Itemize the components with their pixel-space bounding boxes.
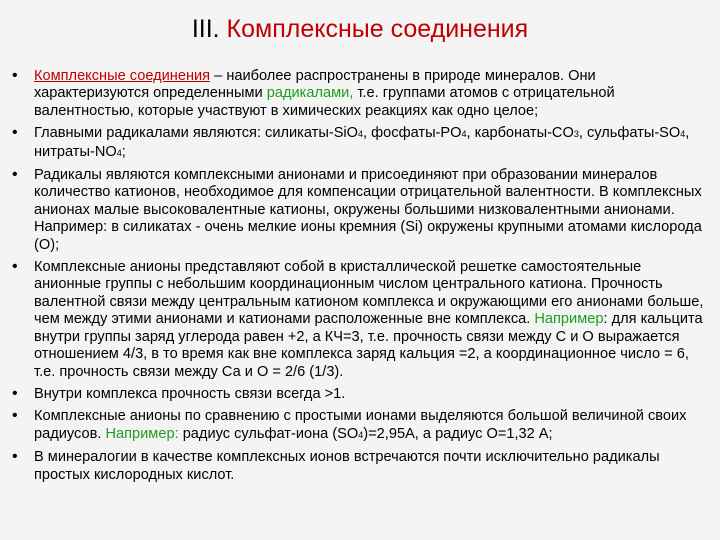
- subscript: 4: [358, 429, 364, 440]
- highlight-term: Например: [534, 311, 604, 328]
- bullet-item-7: [12, 449, 712, 484]
- bullet-item-2: [12, 125, 712, 162]
- bullet-text: В минералогии в качестве комплексных ионов встречаются почти исключительно радикалы простых кислородных кислот.: [34, 449, 660, 483]
- bullet-text: т.е. группами атомов с отрицательной валентностью, которые участвуют в химических реакциях как одно целое;: [34, 85, 615, 119]
- bullet-text: – наиболее распространены в природе минералов. Они характеризуются определенными: [34, 68, 596, 102]
- bullet-text: , сульфаты-SO: [578, 125, 681, 142]
- bullet-text: Комплексные анионы по сравнению с простыми ионами выделяются большой величиной своих радиусов.: [34, 408, 687, 442]
- bullet-text: Комплексные анионы представляют собой в кристаллической решетке самостоятельные анионные группы с небольшим координационным числом центрального катиона. Прочность валентной связи между центральным катионом комплекса и окружающими его анионами больше, чем между этими анионами и катионами расположенные вне комплекса.: [34, 259, 704, 328]
- bullet-dot: •: [12, 448, 18, 466]
- bullet-text: Главными радикалами являются: силикаты-SiO: [34, 125, 359, 142]
- bullet-item-4: [12, 259, 712, 381]
- page-title: [0, 14, 720, 44]
- bullet-item-3: [12, 167, 712, 254]
- title-main: Комплексные соединения: [226, 15, 529, 43]
- subscript: 4: [358, 129, 364, 140]
- bullet-dot: •: [12, 384, 18, 402]
- bullet-dot: •: [12, 124, 18, 142]
- bullet-text: Радикалы являются комплексными анионами и присоединяют при образовании минералов количество катионов, необходимое для компенсации отрицательной валентности. В комплексных анионах малые высоковалентные катионы, окружены большими низковалентными анионами. Например: в силикатах - очень мелкие ионы кремния (Si) окружены крупными атомами кислорода (О);: [34, 167, 702, 253]
- subscript: 3: [573, 129, 579, 140]
- highlight-term: Например:: [105, 425, 179, 442]
- bullet-item-5: [12, 386, 712, 403]
- bullet-text: , фосфаты-PO: [363, 125, 462, 142]
- bullet-list: [12, 68, 712, 489]
- highlight-term: радикалами,: [266, 85, 354, 102]
- subscript: 4: [116, 147, 122, 158]
- bullet-item-1: [12, 68, 712, 120]
- bullet-text: , нитраты-NO: [34, 125, 690, 160]
- bullet-dot: •: [12, 258, 18, 276]
- title-prefix: III.: [191, 15, 227, 43]
- bullet-text: Внутри комплекса прочность связи всегда >1.: [34, 385, 346, 402]
- bullet-dot: •: [12, 166, 18, 184]
- term-link[interactable]: Комплексные соединения: [34, 68, 211, 84]
- bullet-text: : для кальцита внутри группы заряд углерода равен +2, а КЧ=3, т.е. прочность связи между С и О выражается отношением 4/3, в то время как вне комплекса заряд кальция =2, а координационное число = 6, т.е. прочность связи между Са и О = 2/6 (1/3).: [34, 311, 703, 380]
- bullet-item-6: [12, 408, 712, 444]
- bullet-text: радиус сульфат-иона (SO: [178, 425, 359, 442]
- bullet-text: )=2,95А, а радиус О=1,32 А;: [363, 425, 553, 442]
- bullet-dot: •: [12, 407, 18, 425]
- bullet-dot: •: [12, 67, 18, 84]
- bullet-text: , карбонаты-CO: [466, 125, 574, 142]
- subscript: 4: [461, 129, 467, 140]
- subscript: 4: [680, 129, 686, 140]
- bullet-text: ;: [121, 143, 126, 160]
